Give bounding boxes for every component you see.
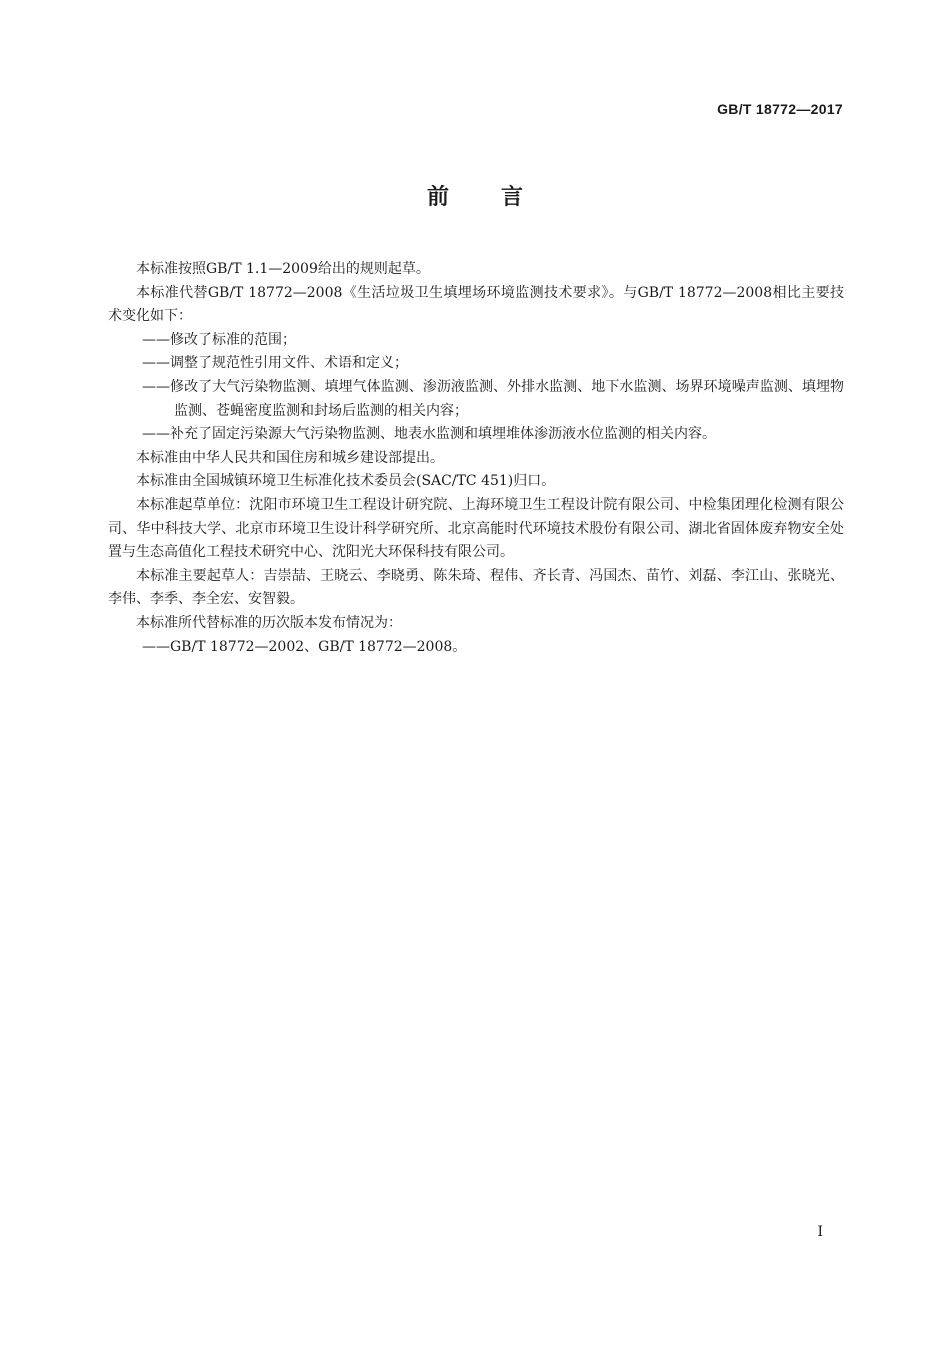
paragraph-drafting-rules: 本标准按照GB/T 1.1—2009给出的规则起草。 xyxy=(136,261,430,277)
paragraph-replacement: 本标准代替GB/T 18772—2008《生活垃圾卫生填埋场环境监测技术要求》。与GB/T 18772—2008相比主要技术变化如下： xyxy=(108,284,844,325)
paragraph-drafting-units: 本标准起草单位：沈阳市环境卫生工程设计研究院、上海环境卫生工程设计院有限公司、中检集团理化检测有限公司、华中科技大学、北京市环境卫生设计科学研究所、北京高能时代环境技术股份有限公司、湖北省固体废弃物安全处置与生态高值化工程技术研究中心、沈阳光大环保科技有限公司。 xyxy=(108,496,844,561)
standard-code: GB/T 18772—2017 xyxy=(717,101,843,117)
change-item-scope: ——修改了标准的范围； xyxy=(142,331,296,348)
paragraph-committee: 本标准由全国城镇环境卫生标准化技术委员会(SAC/TC 451)归口。 xyxy=(136,473,556,490)
foreword-body xyxy=(108,258,844,659)
history-item-versions: ——GB/T 18772—2002、GB/T 18772—2008。 xyxy=(142,638,467,655)
page-title: 前言 xyxy=(426,185,575,210)
paragraph-history: 本标准所代替标准的历次版本发布情况为： xyxy=(136,614,402,631)
paragraph-proposer: 本标准由中华人民共和国住房和城乡建设部提出。 xyxy=(136,449,444,466)
change-item-supplement: ——补充了固定污染源大气污染物监测、地表水监测和填埋堆体渗沥液水位监测的相关内容。 xyxy=(142,426,716,443)
page-number: I xyxy=(817,1224,823,1240)
change-item-references: ——调整了规范性引用文件、术语和定义； xyxy=(142,355,408,372)
change-item-monitoring: ——修改了大气污染物监测、填埋气体监测、渗沥液监测、外排水监测、地下水监测、场界环境噪声监测、填埋物监测、苍蝇密度监测和封场后监测的相关内容； xyxy=(142,378,844,419)
paragraph-drafters: 本标准主要起草人：吉崇喆、王晓云、李晓勇、陈朱琦、程伟、齐长青、冯国杰、苗竹、刘磊、李江山、张晓光、李伟、李季、李全宏、安智毅。 xyxy=(108,567,844,608)
